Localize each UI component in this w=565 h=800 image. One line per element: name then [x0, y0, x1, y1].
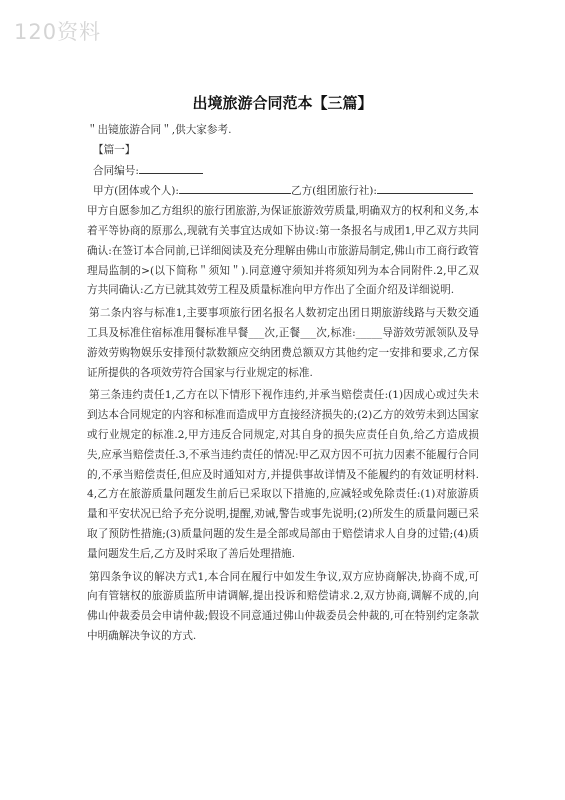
- parties-line: [87, 181, 479, 202]
- paragraph-3: 第三条违约责任1,乙方在以下情形下视作违约,并承当赔偿责任:(1)因成心或过失未到达本合同规定的内容和标准而造成甲方直接经济损失的;(2)乙方的效劳未到达国家或行业规定的标准.2,甲方违反合同规定,对其自身的损失应责任自负,给乙方造成损失,应承当赔偿责任.3,不承当违约责任的情况:甲乙双方因不可抗力因素不能履行合同的,不承当赔偿责任,但应及时通知对方,并提供事故详情及不能履约的有效证明材料.4,乙方在旅游质量问题发生前后已采取以下措施的,应减轻或免除责任:(1)对旅游质量和平安状况已给予充分说明,提醒,劝诫,警告或事先说明;(2)所发生的质量问题已采取了预防性措施;(3)质量问题的发生是全部或局部由于赔偿请求人自身的过错;(4)质量问题发生后,乙方及时采取了善后处理措施.: [87, 389, 479, 560]
- party-a-label: 甲方(团体或个人):: [93, 185, 179, 198]
- party-b-blank: [377, 181, 473, 194]
- intro-line: ＂出镜旅游合同＂,供大家参考.: [87, 124, 232, 136]
- contract-number-line: [87, 161, 479, 182]
- paragraph-4: 第四条争议的解决方式1,本合同在履行中如发生争议,双方应协商解决,协商不成,可向有管辖权的旅游质监所申请调解,提出投诉和赔偿请求.2,双方协商,调解不成的,向佛山仲裁委员会申请仲裁;假设不同意通过佛山仲裁委员会仲裁的,可在特别约定条款中明确解决争议的方式.: [87, 570, 479, 642]
- contract-number-label: 合同编号:: [93, 164, 139, 177]
- watermark: 120资料: [14, 20, 102, 44]
- paragraph-2: 第二条内容与标准1,主要事项旅行团名报名人数初定出团日期旅游线路与天数交通工具及标准住宿标准用餐标准早餐___次,正餐___次,标准:_____导游效劳派领队及导游效劳购物娱乐安排预付款数额应交纳团费总额双方其他约定一安排和要求,乙方保证所提供的各项效劳符合国家与行业规定的标准.: [87, 307, 479, 379]
- party-a-blank: [179, 181, 291, 194]
- party-b-label: 乙方(组团旅行社):: [291, 185, 377, 198]
- document-body: [87, 121, 479, 647]
- document-title: 出境旅游合同范本【三篇】: [192, 94, 373, 112]
- paragraph-1: 甲方自愿参加乙方组织的旅行团旅游,为保证旅游效劳质量,明确双方的权利和义务,本着平等协商的原那么,现就有关事宜达成如下协议:第一条报名与成团1,甲乙双方共同确认:在签订本合同前,已详细阅读及充分理解由佛山市旅游局制定,佛山市工商行政管理局监制的>(以下简称＂须知＂).同意遵守须知并将须知列为本合同附件.2,甲乙双方共同确认:乙方已就其效劳工程及质量标准向甲方作出了全面介绍及详细说明.: [87, 205, 479, 297]
- section-heading: 【篇一】: [93, 143, 136, 156]
- contract-number-blank: [139, 161, 203, 174]
